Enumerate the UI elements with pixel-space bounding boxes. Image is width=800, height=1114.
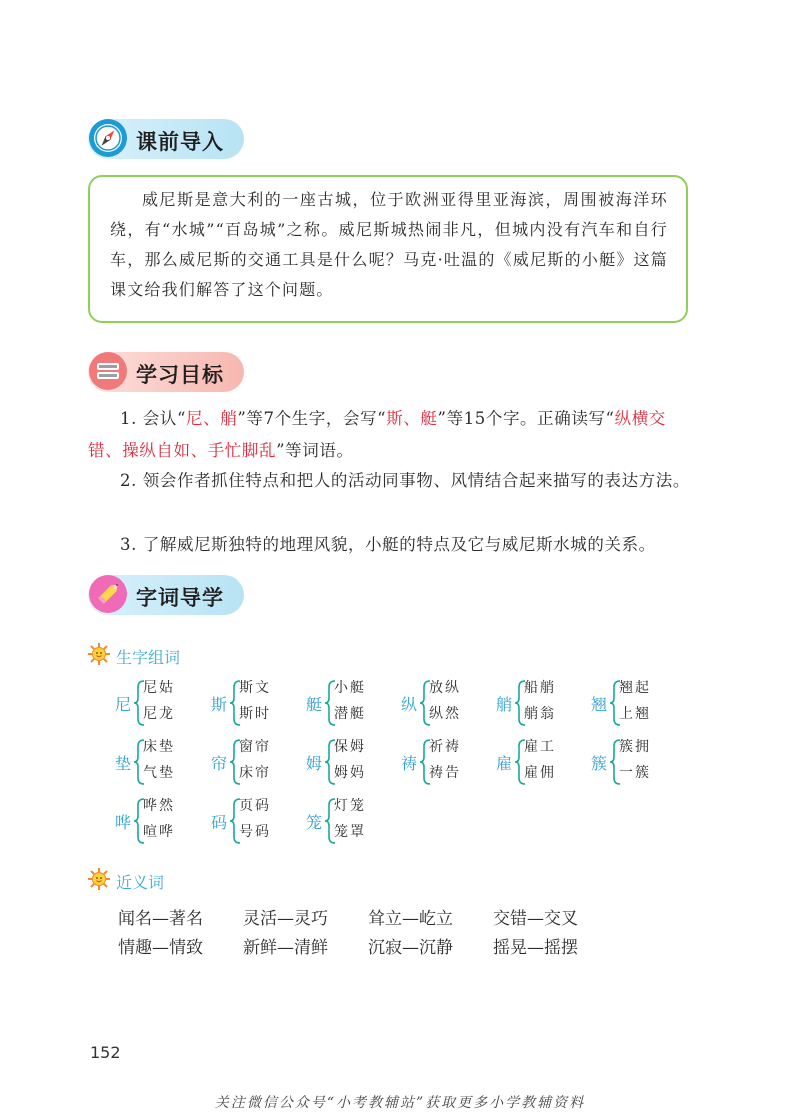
section-title-goals: 学习目标 (136, 363, 224, 387)
word-2: 雇佣 (524, 765, 556, 781)
word-1: 斯文 (239, 680, 271, 696)
sun-icon (88, 643, 110, 665)
synonym-pair: 闻名—著名 (118, 909, 203, 929)
synonym-pair: 新鲜—清鲜 (243, 938, 328, 958)
goal-2: 2. 领会作者抓住特点和把人的活动同事物、风情结合起来描写的表达方法。 (120, 471, 690, 490)
new-char: 簇 (591, 754, 608, 773)
char-group (306, 736, 402, 788)
synonym-pair: 耸立—屹立 (368, 909, 453, 929)
goal-1 (88, 403, 694, 467)
section-title-intro: 课前导入 (136, 130, 224, 154)
char-group (496, 736, 592, 788)
word-2: 喧哗 (143, 824, 175, 840)
new-char: 码 (211, 813, 228, 832)
goal-3: 3. 了解威尼斯独特的地理风貌，小艇的特点及它与威尼斯水城的关系。 (120, 535, 656, 554)
synonym-pair: 交错—交叉 (493, 909, 578, 929)
word-1: 翘起 (619, 680, 651, 696)
word-1: 页码 (239, 798, 271, 814)
word-1: 放纵 (429, 680, 461, 696)
new-char: 帘 (211, 754, 228, 773)
new-char: 雇 (496, 754, 513, 773)
new-char: 斯 (211, 695, 228, 714)
synonym-pair: 灵活—灵巧 (243, 909, 328, 929)
word-2: 笼罩 (334, 824, 366, 840)
word-1: 船艄 (524, 680, 556, 696)
footer-watermark: 关注微信公众号“小考教辅站”获取更多小学教辅资料 (214, 1095, 586, 1111)
goal-1-highlight: 纵横交错、操纵自如、手忙脚乱 (88, 409, 666, 460)
word-2: 上翘 (619, 706, 651, 722)
char-group (591, 736, 687, 788)
intro-paragraph: 威尼斯是意大利的一座古城，位于欧洲亚得里亚海滨，周围被海洋环绕，有“水城”“百岛城”之称。威尼斯城热闹非凡，但城内没有汽车和自行车，那么威尼斯的交通工具是什么呢？马克·吐温的《威尼斯的小艇》这篇课文给我们解答了这个问题。 (110, 190, 668, 299)
word-2: 一簇 (619, 765, 651, 781)
word-2: 艄翁 (524, 706, 556, 722)
word-2: 潜艇 (334, 706, 366, 722)
word-2: 姆妈 (334, 765, 366, 781)
new-char: 笼 (306, 813, 323, 832)
synonym-pair: 摇晃—摇摆 (493, 938, 578, 958)
char-group (306, 677, 402, 729)
word-2: 号码 (239, 824, 271, 840)
char-group (211, 736, 307, 788)
new-char: 翘 (591, 695, 608, 714)
word-1: 灯笼 (334, 798, 366, 814)
word-2: 斯时 (239, 706, 271, 722)
goal-1-text: 1. 会认“ (120, 409, 187, 428)
word-1: 雇工 (524, 739, 556, 755)
subheading-synonyms-title: 近义词 (116, 873, 165, 892)
section-title-words: 字词导学 (136, 586, 224, 610)
char-group (115, 795, 211, 847)
word-2: 尼龙 (143, 706, 175, 722)
sun-icon (88, 868, 110, 890)
word-1: 小艇 (334, 680, 366, 696)
synonym-pair: 情趣—情致 (118, 938, 203, 958)
word-1: 床垫 (143, 739, 175, 755)
subheading-new-chars-title: 生字组词 (116, 648, 181, 667)
word-1: 哗然 (143, 798, 175, 814)
char-group (401, 677, 497, 729)
char-group (115, 677, 211, 729)
word-2: 气垫 (143, 765, 175, 781)
new-char: 尼 (115, 695, 132, 714)
word-1: 尼姑 (143, 680, 175, 696)
new-char: 垫 (115, 754, 132, 773)
char-group (211, 677, 307, 729)
synonym-pair: 沉寂—沉静 (368, 938, 453, 958)
goal-1-text: ”等15个字。正确读写“ (437, 409, 615, 428)
goal-1-text: ”等词语。 (276, 441, 354, 460)
new-char: 艇 (306, 695, 323, 714)
compass-icon (88, 118, 128, 158)
word-2: 床帘 (239, 765, 271, 781)
page-number: 152 (90, 1043, 121, 1062)
new-char: 艄 (496, 695, 513, 714)
books-icon (88, 351, 128, 391)
word-1: 窗帘 (239, 739, 271, 755)
intro-box (88, 175, 688, 323)
goal-1-highlight: 尼、艄 (186, 409, 238, 428)
char-group (401, 736, 497, 788)
word-1: 簇拥 (619, 739, 651, 755)
new-char: 姆 (306, 754, 323, 773)
goal-1-highlight: 斯、艇 (386, 409, 438, 428)
word-2: 祷告 (429, 765, 461, 781)
word-2: 纵然 (429, 706, 461, 722)
goal-1-text: ”等7个生字，会写“ (237, 409, 387, 428)
char-group (115, 736, 211, 788)
section-header-intro (88, 119, 244, 159)
char-group (306, 795, 402, 847)
section-header-words (88, 575, 244, 615)
new-char: 纵 (401, 695, 418, 714)
word-1: 保姆 (334, 739, 366, 755)
new-char: 祷 (401, 754, 418, 773)
char-group (591, 677, 687, 729)
new-char: 哗 (115, 813, 132, 832)
word-1: 祈祷 (429, 739, 461, 755)
char-group (211, 795, 307, 847)
char-group (496, 677, 592, 729)
section-header-goals (88, 352, 244, 392)
pencil-icon (88, 574, 128, 614)
